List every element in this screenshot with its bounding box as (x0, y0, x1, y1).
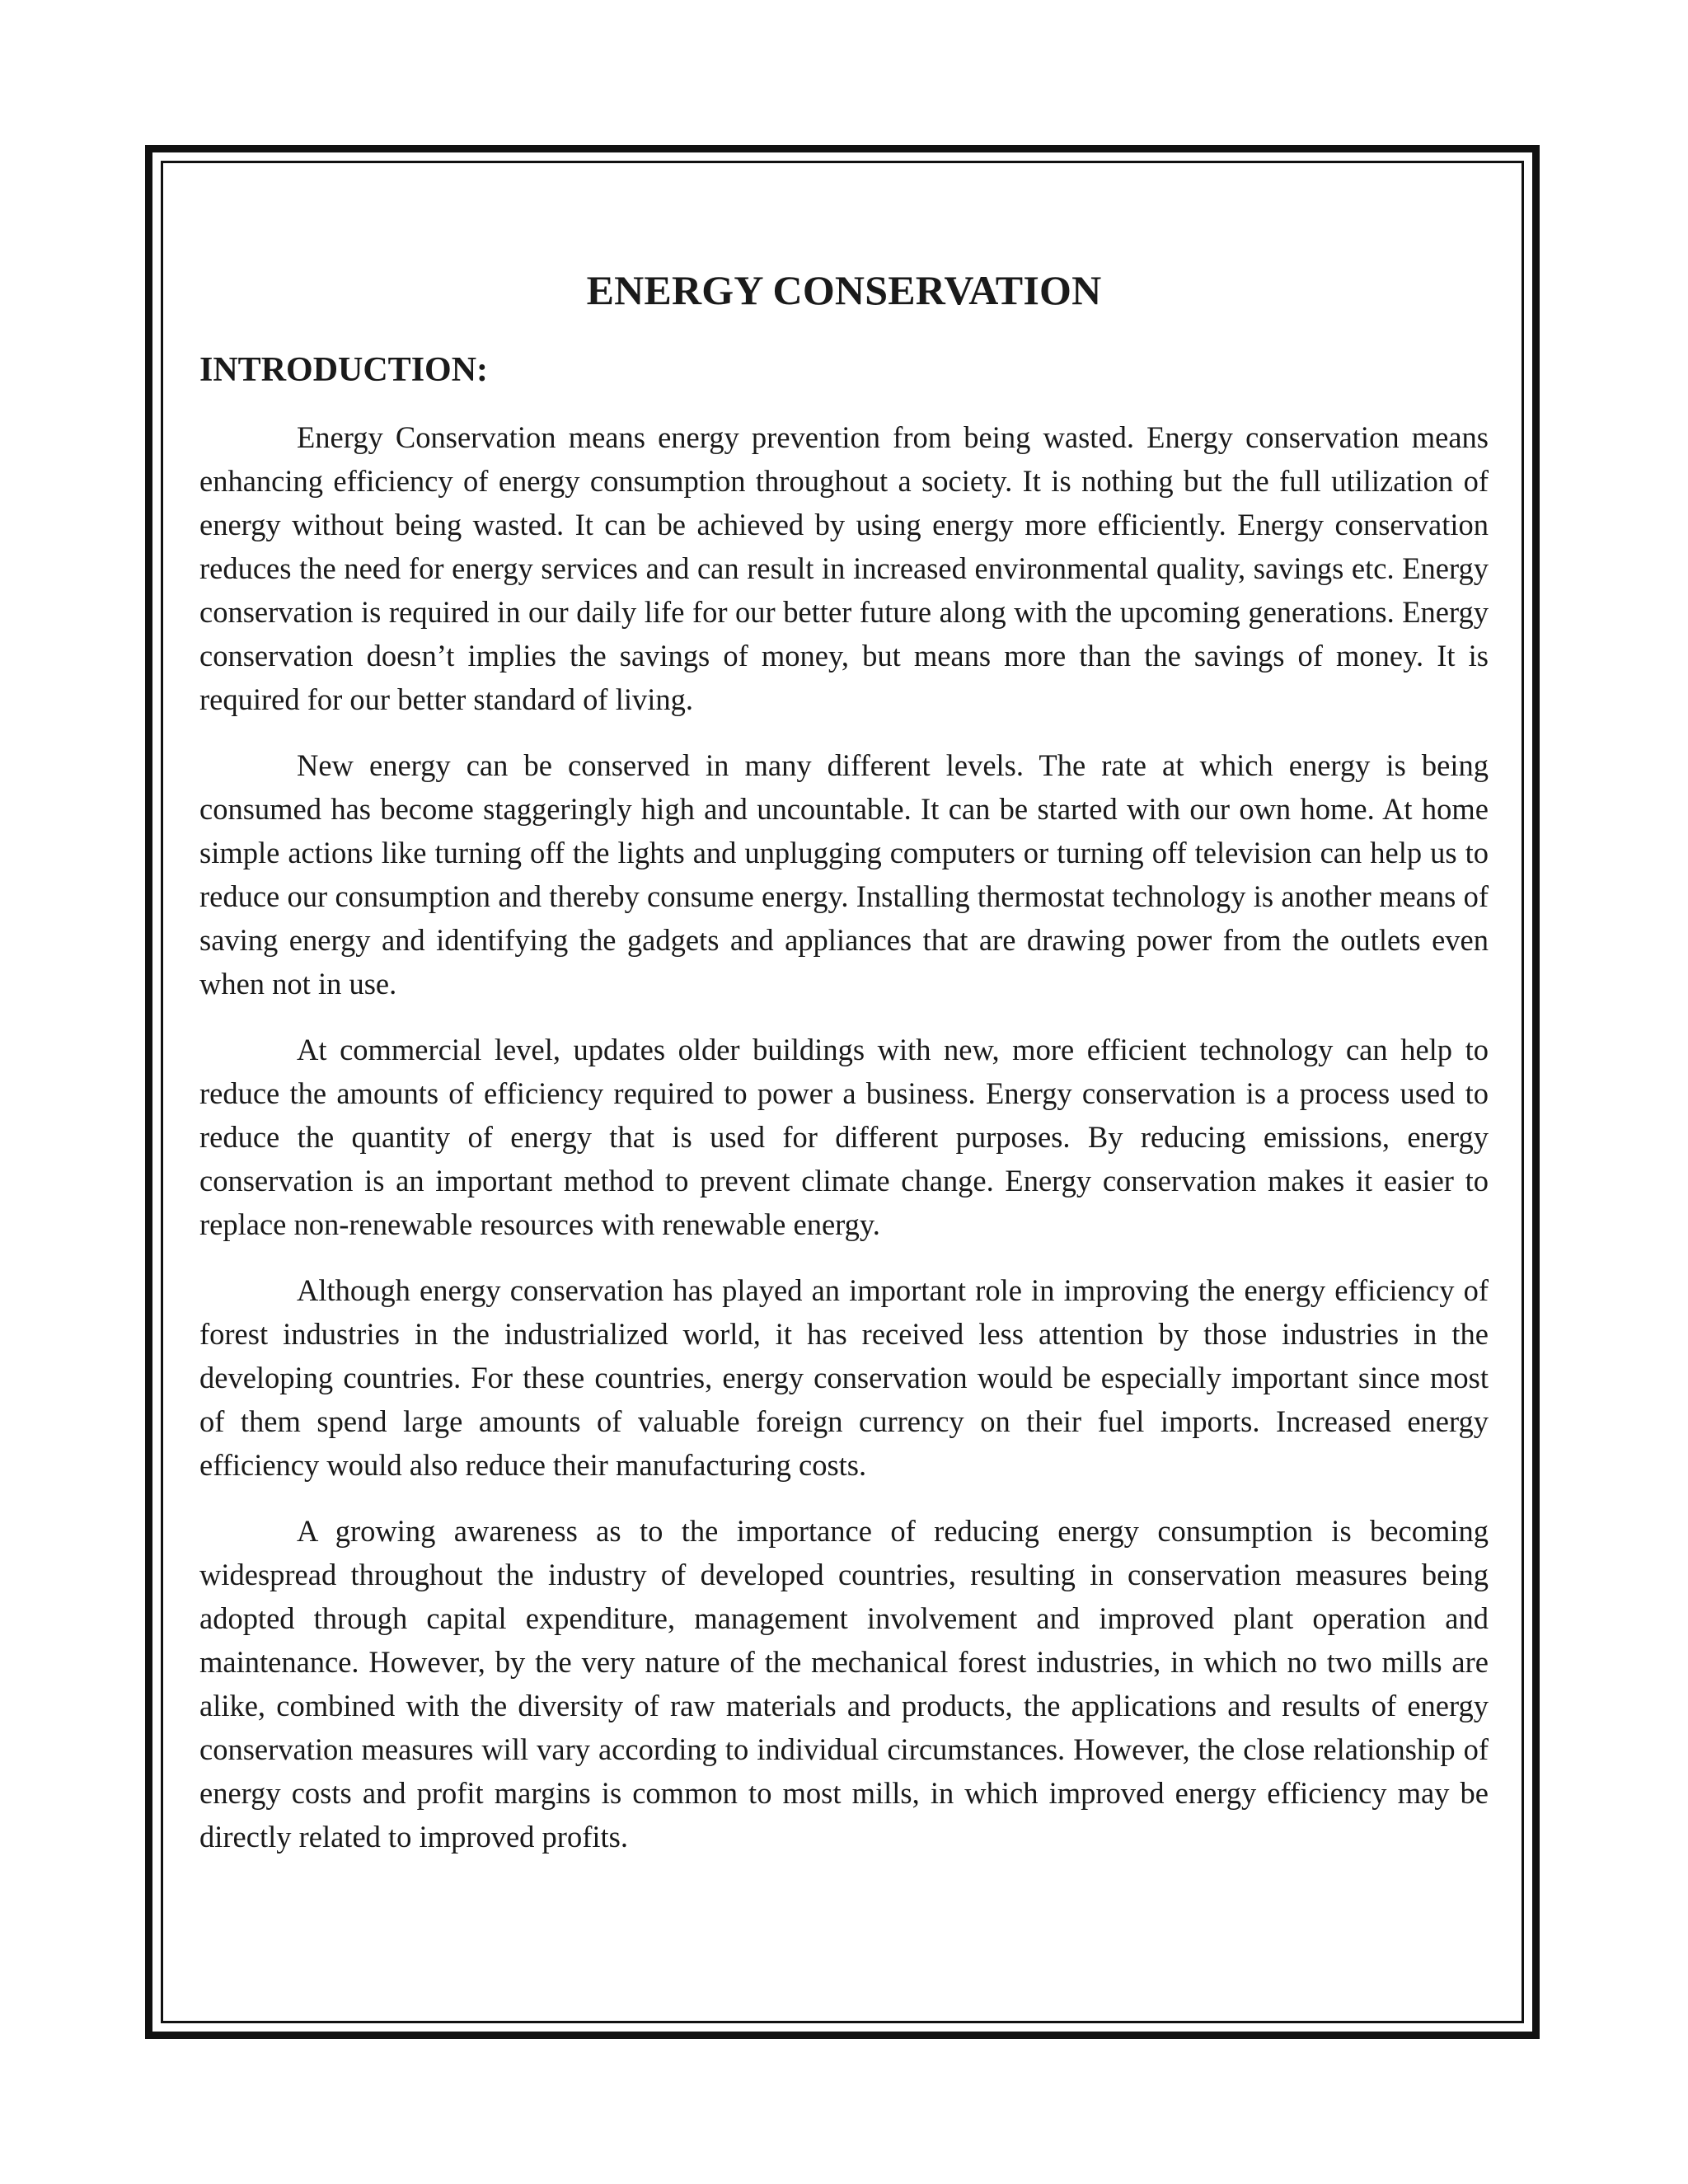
paragraph-4: Although energy conservation has played an important role in improving the energy efficiency of forest industries in the industrialized world, it has received less attention by those industries in the developing countries. For these countries, energy conservation would be especially important since most of them spend large amounts of valuable foreign currency on their fuel imports. Increased energy efficiency would also reduce their manufacturing costs. (199, 1273, 1489, 1482)
paragraph-2: New energy can be conserved in many different levels. The rate at which energy is being consumed has become staggeringly high and uncountable. It can be started with our own home. At home simple actions like turning off the lights and unplugging computers or turning off television can help us to reduce our consumption and thereby consume energy. Installing thermostat technology is another means of saving energy and identifying the gadgets and appliances that are drawing power from the outlets even when not in use. (199, 748, 1489, 1001)
paragraph-3: At commercial level, updates older buildings with new, more efficient technology can help to reduce the amounts of efficiency required to power a business. Energy conservation is a process used to reduce the quantity of energy that is used for different purposes. By reducing emissions, energy conservation is an important method to prevent climate change. Energy conservation makes it easier to replace non-renewable resources with renewable energy. (199, 1033, 1489, 1241)
section-heading-introduction: INTRODUCTION: (199, 351, 489, 389)
document-body (199, 265, 1489, 1858)
paragraph-1: Energy Conservation means energy prevention from being wasted. Energy conservation means enhancing efficiency of energy consumption throughout a society. It is nothing but the full utilization of energy without being wasted. It can be achieved by using energy more efficiently. Energy conservation reduces the need for energy services and can result in increased environmental quality, savings etc. Energy conservation is required in our daily life for our better future along with the upcoming generations. Energy conservation doesn’t implies the savings of money, but means more than the savings of money. It is required for our better standard of living. (199, 420, 1489, 716)
document-title: ENERGY CONSERVATION (586, 267, 1102, 313)
paragraph-5: A growing awareness as to the importance of reducing energy consumption is becoming widespread throughout the industry of developed countries, resulting in conservation measures being adopted through capital expenditure, management involvement and improved plant operation and maintenance. However, by the very nature of the mechanical forest industries, in which no two mills are alike, combined with the diversity of raw materials and products, the applications and results of energy conservation measures will vary according to individual circumstances. However, the close relationship of energy costs and profit margins is common to most mills, in which improved energy efficiency may be directly related to improved profits. (199, 1514, 1489, 1854)
